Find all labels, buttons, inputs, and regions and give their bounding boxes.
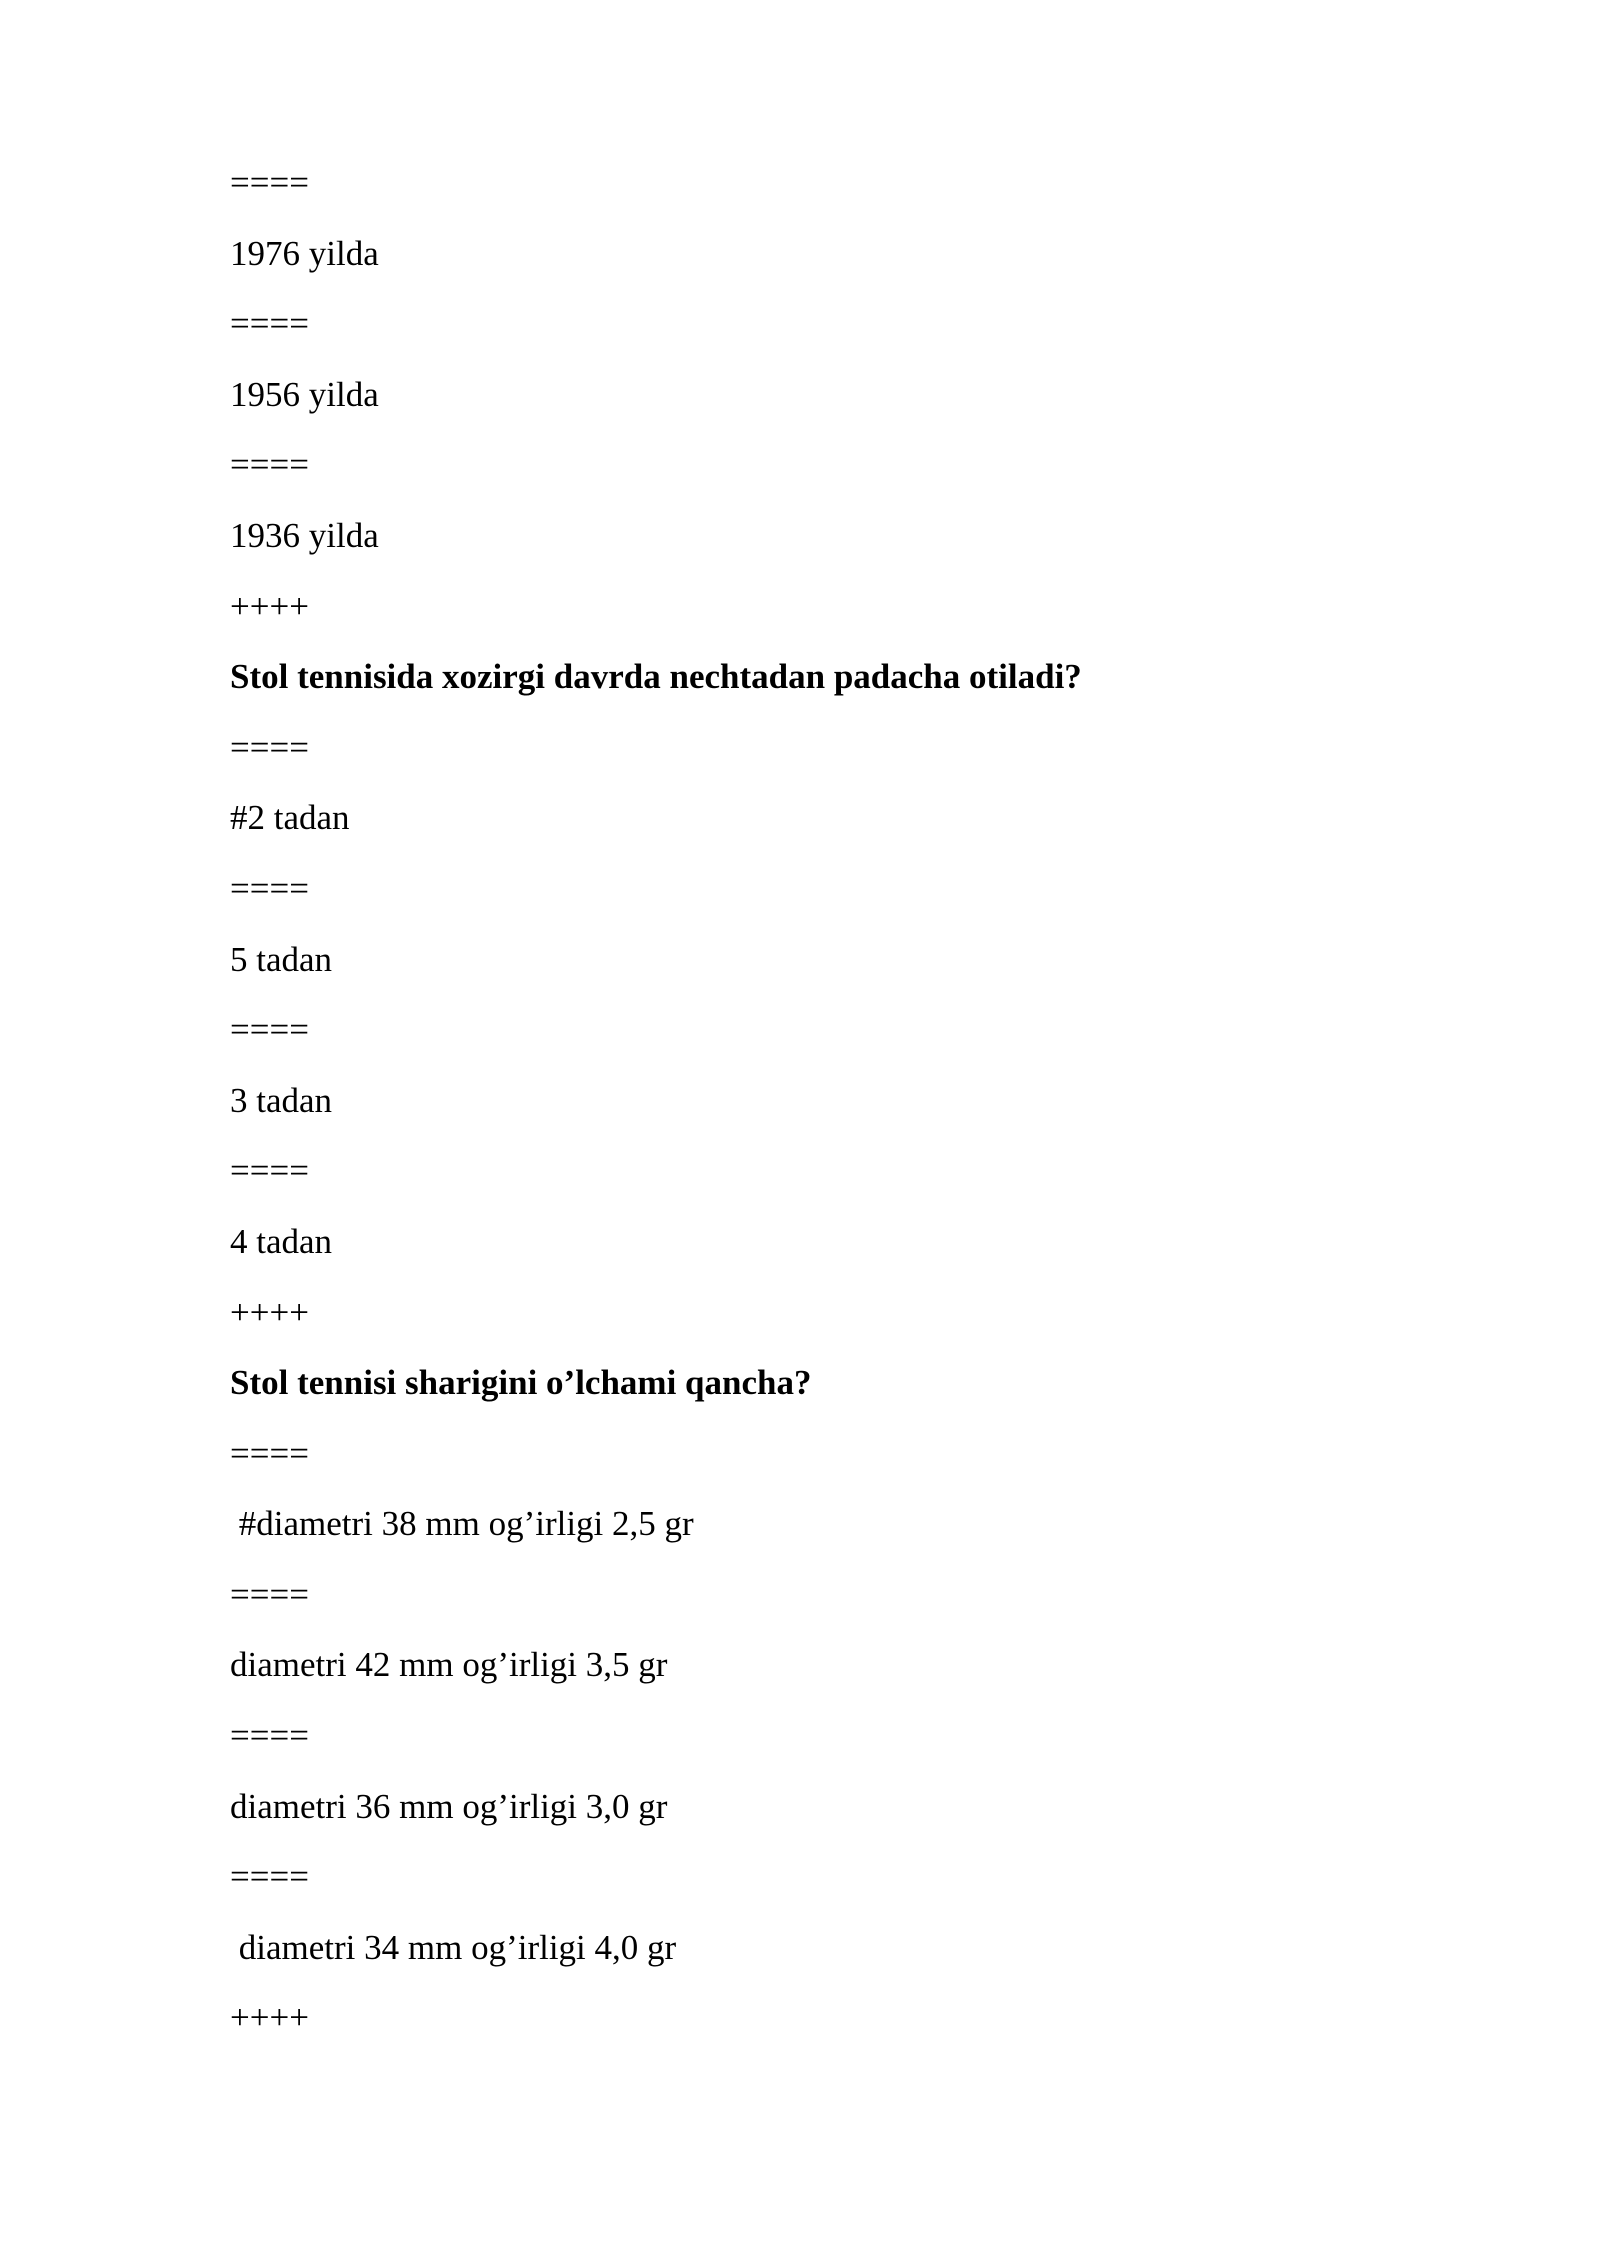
- separator-line: ====: [230, 1151, 309, 1191]
- answer-option: diametri 36 mm og’irligi 3,0 gr: [230, 1786, 668, 1826]
- separator-line: ====: [230, 163, 309, 202]
- answer-option: diametri 42 mm og’irligi 3,5 gr: [230, 1645, 668, 1685]
- separator-line: ====: [230, 727, 309, 767]
- question-end-marker: ++++: [230, 1998, 309, 2038]
- separator-line: ====: [230, 1010, 309, 1050]
- separator-line: ====: [230, 304, 309, 344]
- separator-line: ====: [230, 445, 309, 485]
- answer-option: 1956 yilda: [230, 374, 379, 414]
- question-text: Stol tennisida xozirgi davrda nechtadan padacha otiladi?: [230, 657, 1082, 697]
- answer-option: 5 tadan: [230, 939, 333, 979]
- answer-option-correct: #diametri 38 mm og’irligi 2,5 gr: [230, 1504, 694, 1544]
- separator-line: ====: [230, 868, 309, 908]
- answer-option: 3 tadan: [230, 1080, 333, 1120]
- answer-option: diametri 34 mm og’irligi 4,0 gr: [230, 1927, 677, 1967]
- document-body: [230, 148, 1430, 2054]
- question-end-marker: ++++: [230, 1292, 309, 1332]
- separator-line: ====: [230, 1857, 309, 1897]
- separator-line: ====: [230, 1574, 309, 1614]
- answer-option-correct: #2 tadan: [230, 798, 350, 838]
- answer-option: 4 tadan: [230, 1221, 333, 1261]
- answer-option: 1936 yilda: [230, 515, 379, 555]
- question-end-marker: ++++: [230, 586, 309, 626]
- separator-line: ====: [230, 1433, 309, 1473]
- answer-option: 1976 yilda: [230, 233, 379, 273]
- separator-line: ====: [230, 1716, 309, 1756]
- question-text: Stol tennisi sharigini o’lchami qancha?: [230, 1363, 812, 1403]
